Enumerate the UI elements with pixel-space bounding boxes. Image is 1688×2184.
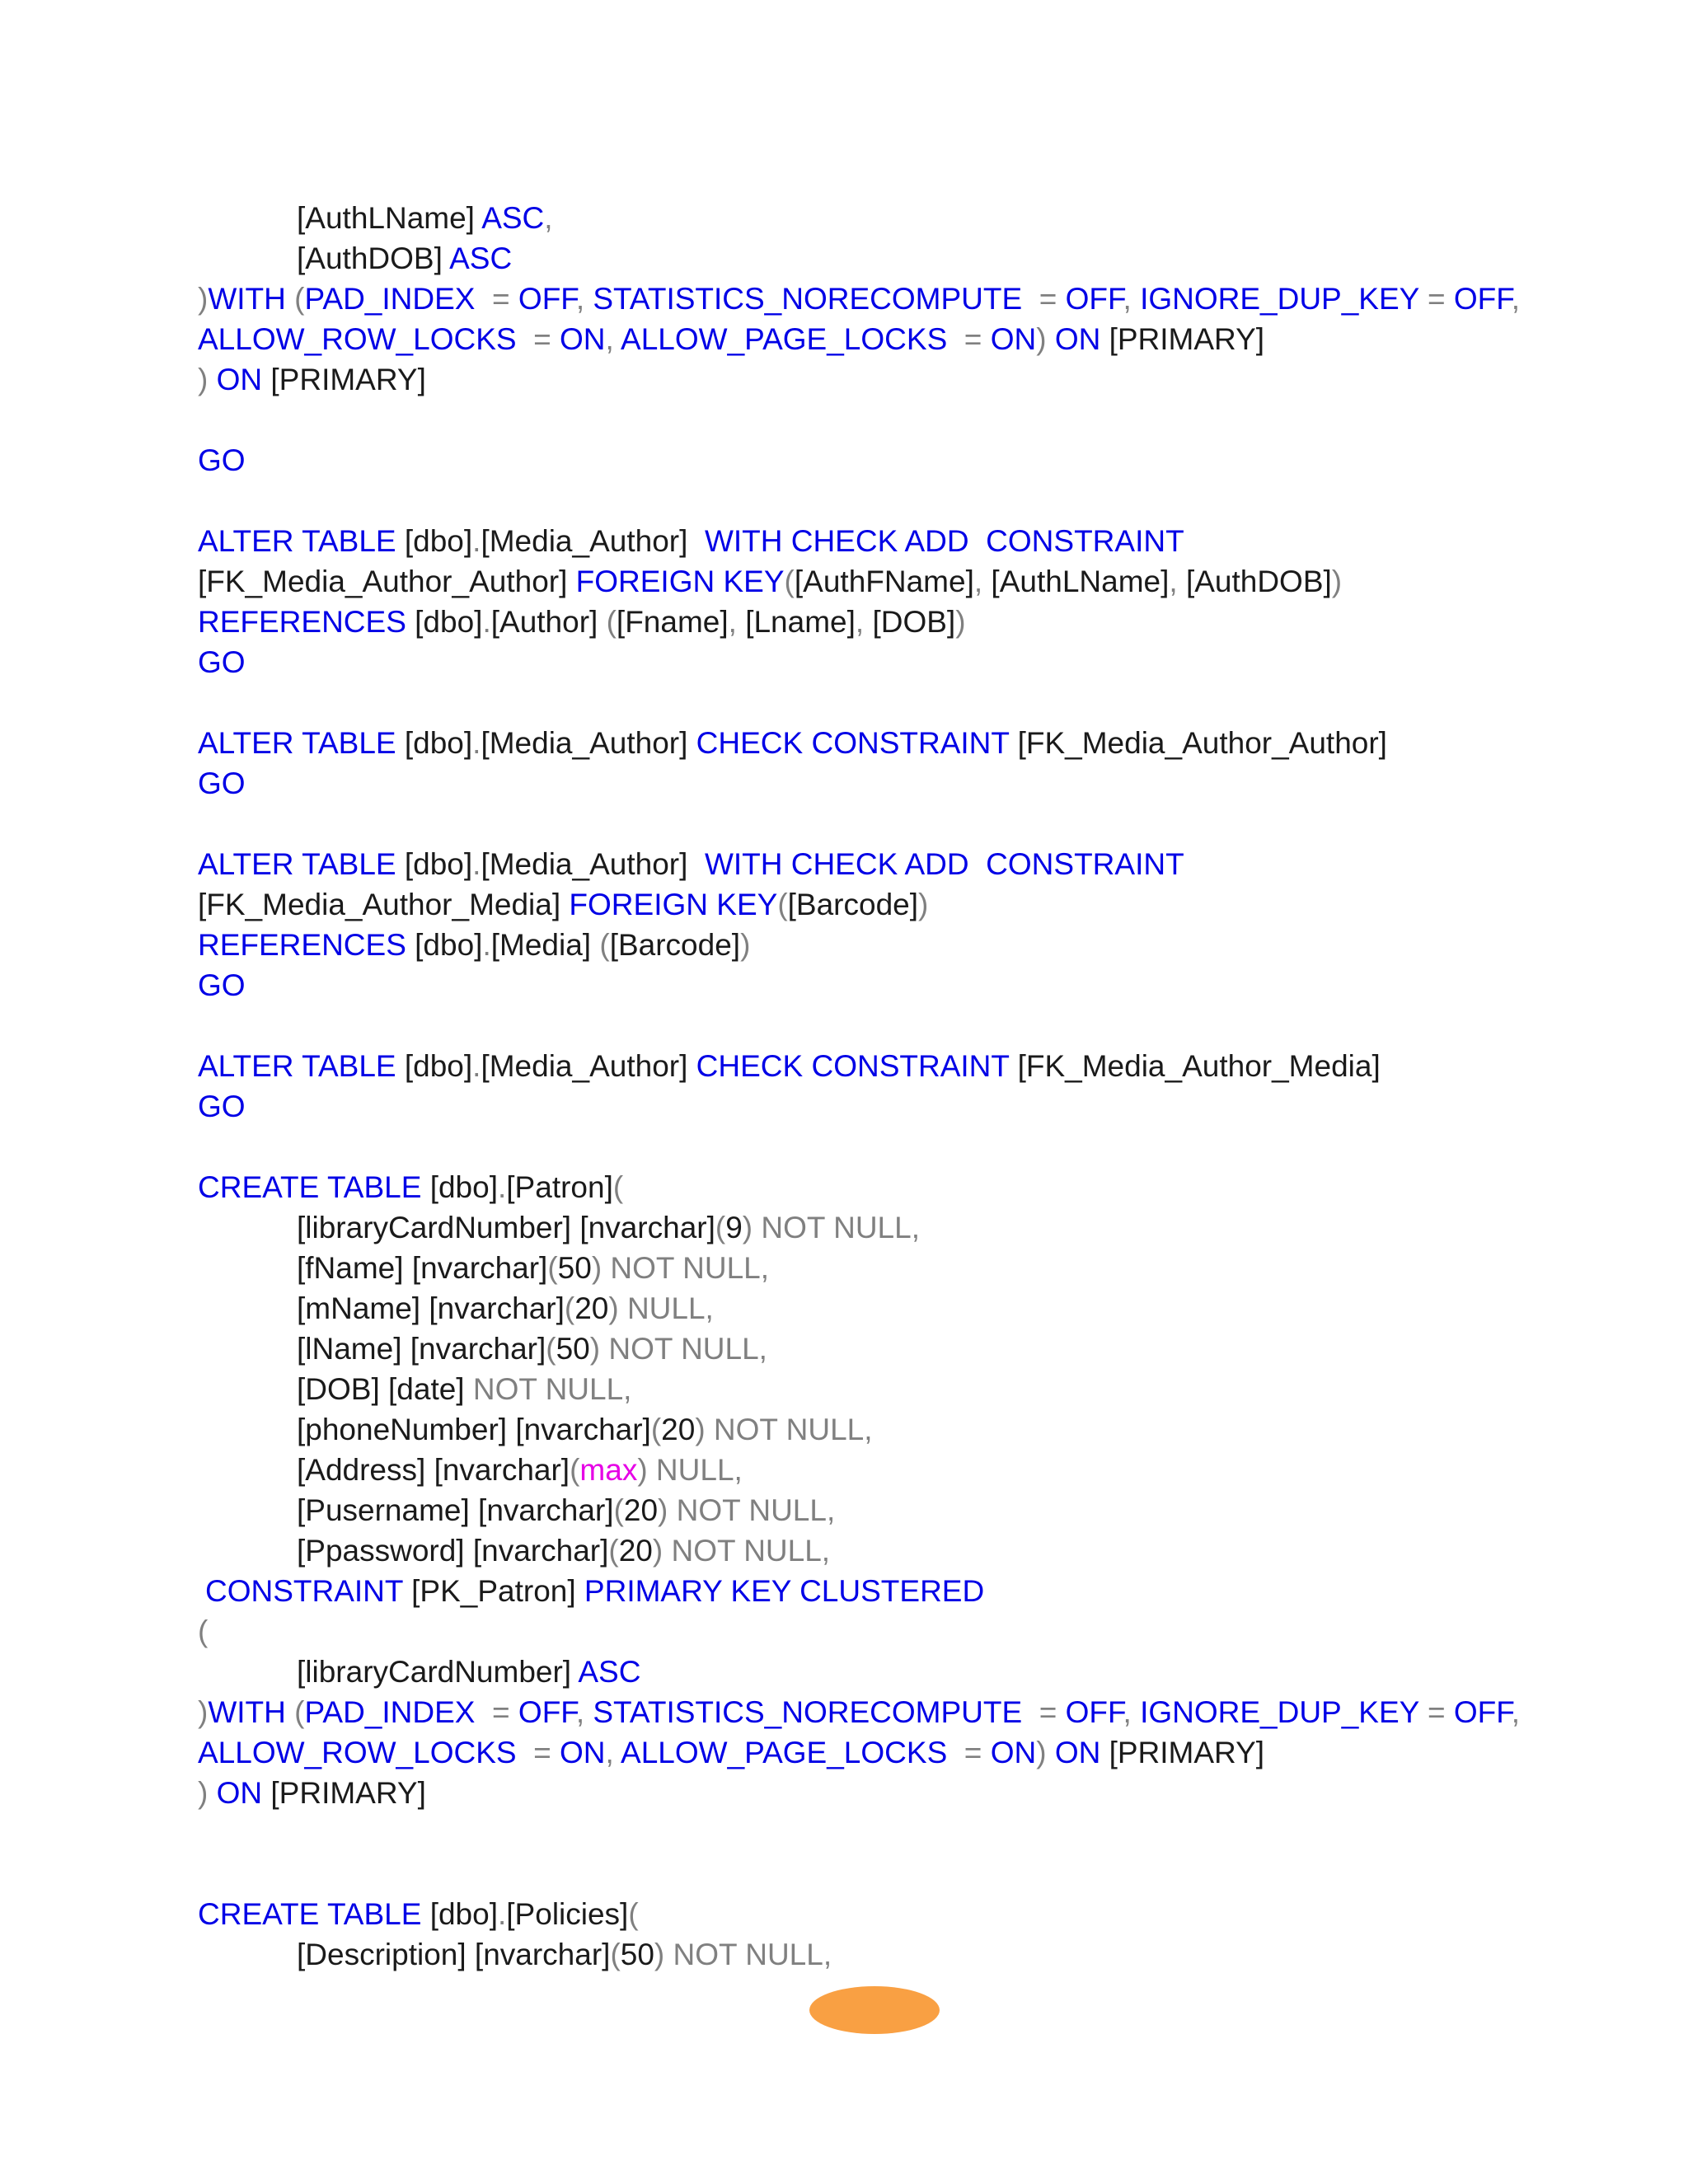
sql-operator: , [575,282,593,316]
sql-identifier: [Lname] [745,605,856,639]
sql-operator: ) [1036,1736,1055,1769]
sql-operator: = [524,1736,560,1769]
sql-operator: ( [608,1534,619,1568]
sql-keyword: ON [560,322,606,356]
sql-keyword: GO [198,766,246,800]
code-line [198,521,1648,561]
sql-operator: ( [294,282,305,316]
sql-identifier: [mName] [nvarchar] [297,1291,565,1325]
sql-identifier: 9 [725,1211,743,1244]
page-number-badge [809,1986,940,2034]
sql-keyword: PAD_INDEX [304,1695,484,1729]
sql-keyword: CHECK CONSTRAINT [696,1049,1018,1083]
sql-keyword: ALLOW_ROW_LOCKS [198,1736,525,1769]
sql-operator: ) [198,363,217,396]
sql-keyword: ON [1054,322,1109,356]
sql-keyword: CHECK CONSTRAINT [696,726,1018,760]
sql-keyword: ASC [481,201,545,235]
sql-identifier: 20 [574,1291,609,1325]
sql-identifier: [phoneNumber] [nvarchar] [297,1413,651,1446]
code-line [198,763,1648,804]
sql-operator: = [955,1736,991,1769]
code-line [198,642,1648,682]
sql-keyword: GO [198,1090,246,1123]
blank-line [198,400,1648,440]
sql-operator: ) [1036,322,1055,356]
sql-operator: ( [546,1332,556,1366]
sql-identifier: [Barcode] [609,928,741,962]
sql-operator: , [575,1695,593,1729]
sql-identifier: [Policies] [506,1897,629,1931]
sql-operator: . [472,847,481,881]
sql-keyword: PAD_INDEX [304,282,484,316]
sql-operator: ( [650,1413,662,1446]
sql-operator: ( [294,1695,305,1729]
sql-keyword: IGNORE_DUP_KEY [1140,282,1419,316]
sql-keyword: GO [198,443,246,477]
sql-keyword: PRIMARY KEY CLUSTERED [584,1574,985,1608]
sql-keyword: ASC [578,1655,641,1689]
code-line [198,1369,1648,1409]
sql-operator: ) [918,888,929,921]
code-line [198,1611,1648,1652]
sql-operator: NOT NULL, [472,1372,632,1406]
sql-operator: ) [198,1776,217,1810]
sql-operator: , [1169,565,1186,598]
sql-operator: ) NOT NULL, [654,1938,832,1971]
sql-keyword: ALTER TABLE [198,726,405,760]
code-line [198,1894,1648,1934]
sql-operator: ) [198,1695,209,1729]
sql-identifier: [dbo] [415,605,483,639]
sql-keyword: ON [990,1736,1037,1769]
sql-keyword: OFF [1453,1695,1512,1729]
sql-operator: , [973,565,992,598]
code-line [198,561,1648,602]
sql-identifier: [Media_Author] [481,524,705,558]
sql-operator: , [605,1736,621,1769]
code-line [198,602,1648,642]
sql-operator: = [1418,1695,1454,1729]
sql-identifier: [dbo] [404,1049,473,1083]
sql-code-document [198,198,1648,1975]
sql-identifier: [Media_Author] [481,726,696,760]
sql-operator: , [728,605,746,639]
sql-keyword: WITH [208,1695,295,1729]
sql-keyword: ON [216,1776,271,1810]
sql-keyword: ALTER TABLE [198,847,405,881]
sql-identifier: [Fname] [616,605,729,639]
code-line [198,723,1648,763]
sql-operator: ( [715,1211,726,1244]
sql-operator: , [855,605,873,639]
sql-identifier: [PRIMARY] [270,363,426,396]
sql-identifier: 20 [618,1534,653,1568]
sql-keyword: IGNORE_DUP_KEY [1140,1695,1419,1729]
sql-operator: ) [955,605,966,639]
sql-keyword: OFF [1065,282,1123,316]
sql-operator: . [472,524,481,558]
sql-identifier: [dbo] [429,1170,498,1204]
sql-identifier: [Pusername] [nvarchar] [297,1493,614,1527]
code-line [198,1248,1648,1288]
sql-operator: , [605,322,621,356]
sql-identifier: [Description] [nvarchar] [297,1938,611,1971]
sql-keyword: OFF [518,1695,576,1729]
code-line [198,884,1648,925]
sql-keyword: CREATE TABLE [198,1170,430,1204]
sql-identifier: [PRIMARY] [270,1776,426,1810]
sql-operator: = [1030,1695,1066,1729]
sql-keyword: CONSTRAINT [205,1574,412,1608]
sql-keyword: ALLOW_PAGE_LOCKS [621,1736,956,1769]
sql-identifier: [AuthDOB] [1185,565,1332,598]
sql-keyword: OFF [518,282,576,316]
sql-identifier: [Media_Author] [481,847,705,881]
sql-function: max [579,1453,638,1487]
sql-operator: ( [198,1615,209,1648]
sql-operator: ) NULL, [637,1453,743,1487]
sql-operator: = [483,1695,518,1729]
sql-identifier: [Patron] [506,1170,613,1204]
sql-identifier: [Barcode] [787,888,919,921]
sql-operator: . [482,928,491,962]
sql-operator: ( [628,1897,639,1931]
sql-identifier: [lName] [nvarchar] [297,1332,546,1366]
sql-operator: . [498,1897,507,1931]
sql-operator: , [1511,282,1521,316]
sql-operator: , [1123,282,1141,316]
sql-operator: ) NOT NULL, [652,1534,831,1568]
sql-identifier: [dbo] [404,726,473,760]
sql-operator: , [1123,1695,1141,1729]
sql-identifier: [AuthLName] [991,565,1170,598]
sql-keyword: GO [198,968,246,1002]
code-line [198,1490,1648,1530]
sql-operator: ( [613,1493,624,1527]
sql-identifier: [FK_Media_Author_Author] [198,565,576,598]
sql-identifier: [Address] [nvarchar] [297,1453,570,1487]
sql-keyword: WITH CHECK ADD CONSTRAINT [704,524,1184,558]
sql-identifier: [FK_Media_Author_Media] [198,888,570,921]
code-line [198,1773,1648,1813]
sql-operator: = [483,282,518,316]
sql-identifier: [DOB] [date] [297,1372,473,1406]
code-line [198,238,1648,279]
sql-identifier: 20 [661,1413,696,1446]
sql-identifier: [AuthLName] [297,201,482,235]
sql-keyword: ON [1054,1736,1109,1769]
sql-identifier: [dbo] [415,928,483,962]
sql-keyword: ALLOW_ROW_LOCKS [198,322,525,356]
code-line [198,1409,1648,1450]
sql-operator: = [524,322,560,356]
code-line [198,440,1648,480]
sql-operator: ) NOT NULL, [589,1332,767,1366]
sql-operator: ) NOT NULL, [591,1251,770,1285]
sql-operator: ( [606,605,617,639]
sql-identifier: 20 [623,1493,659,1527]
sql-operator: ( [777,888,788,921]
sql-identifier: [dbo] [404,847,473,881]
sql-identifier: [AuthDOB] [297,241,450,275]
sql-keyword: FOREIGN KEY [575,565,785,598]
sql-identifier: [Media] [490,928,600,962]
sql-keyword: REFERENCES [198,928,415,962]
sql-keyword: FOREIGN KEY [569,888,778,921]
sql-operator: = [1030,282,1066,316]
sql-operator: ( [564,1291,575,1325]
code-line [198,198,1648,238]
sql-operator: = [955,322,991,356]
sql-identifier: [FK_Media_Author_Media] [1017,1049,1381,1083]
sql-keyword: WITH [208,282,295,316]
code-line [198,319,1648,359]
sql-operator: ( [612,1170,624,1204]
sql-identifier: 50 [620,1938,654,1971]
sql-identifier: [Author] [490,605,607,639]
sql-operator: ) NULL, [608,1291,714,1325]
code-line [198,1167,1648,1207]
sql-operator: ( [784,565,795,598]
sql-identifier: [Media_Author] [481,1049,696,1083]
code-line [198,1288,1648,1329]
sql-identifier: [libraryCardNumber] [nvarchar] [297,1211,715,1244]
sql-operator: ( [570,1453,580,1487]
sql-keyword: ASC [449,241,513,275]
code-line [198,1450,1648,1490]
code-line [198,1652,1648,1692]
sql-keyword: ON [560,1736,606,1769]
blank-line [198,682,1648,723]
code-line [198,1934,1648,1975]
sql-keyword: ON [990,322,1037,356]
sql-keyword: CREATE TABLE [198,1897,430,1931]
sql-keyword: STATISTICS_NORECOMPUTE [593,1695,1031,1729]
sql-identifier: [AuthFName] [794,565,974,598]
code-line [198,965,1648,1005]
blank-line [198,480,1648,521]
code-line [198,279,1648,319]
sql-keyword: GO [198,645,246,679]
code-line [198,925,1648,965]
sql-operator: . [472,1049,481,1083]
sql-keyword: ON [216,363,271,396]
sql-keyword: ALTER TABLE [198,1049,405,1083]
sql-operator: . [498,1170,507,1204]
code-line [198,1692,1648,1732]
code-line [198,1329,1648,1369]
blank-line [198,1127,1648,1167]
code-line [198,1086,1648,1127]
sql-operator: = [1418,282,1454,316]
sql-identifier: [Ppassword] [nvarchar] [297,1534,609,1568]
sql-identifier: [PRIMARY] [1109,1736,1265,1769]
sql-keyword: ALTER TABLE [198,524,405,558]
sql-identifier: [dbo] [429,1897,498,1931]
sql-operator: , [1511,1695,1521,1729]
sql-operator: , [544,201,553,235]
code-line [198,1530,1648,1571]
blank-line [198,804,1648,844]
sql-identifier: [FK_Media_Author_Author] [1017,726,1387,760]
sql-operator: . [482,605,491,639]
sql-operator: ( [599,928,610,962]
code-line [198,1207,1648,1248]
sql-keyword: OFF [1453,282,1512,316]
sql-identifier: 50 [556,1332,590,1366]
code-line [198,1046,1648,1086]
sql-keyword: STATISTICS_NORECOMPUTE [593,282,1031,316]
sql-operator: ) [198,282,209,316]
sql-operator: ) [1331,565,1343,598]
sql-operator: ) NOT NULL, [658,1493,836,1527]
code-line [198,844,1648,884]
sql-keyword: ALLOW_PAGE_LOCKS [621,322,956,356]
sql-identifier: [PK_Patron] [411,1574,584,1608]
sql-operator: ( [610,1938,621,1971]
blank-line [198,1005,1648,1046]
sql-keyword: REFERENCES [198,605,415,639]
sql-keyword: WITH CHECK ADD CONSTRAINT [704,847,1184,881]
sql-keyword: OFF [1065,1695,1123,1729]
sql-identifier: 50 [557,1251,592,1285]
sql-identifier: [dbo] [404,524,473,558]
sql-identifier: [PRIMARY] [1109,322,1265,356]
sql-operator: ) [740,928,751,962]
sql-operator: ( [547,1251,558,1285]
code-line [198,1732,1648,1773]
sql-identifier: [fName] [nvarchar] [297,1251,548,1285]
sql-operator: ) NOT NULL, [742,1211,920,1244]
code-line [198,359,1648,400]
sql-operator: . [472,726,481,760]
blank-line [198,1813,1648,1894]
sql-identifier: [libraryCardNumber] [297,1655,579,1689]
sql-identifier: [DOB] [872,605,956,639]
code-line [198,1571,1648,1611]
sql-operator: ) NOT NULL, [695,1413,873,1446]
